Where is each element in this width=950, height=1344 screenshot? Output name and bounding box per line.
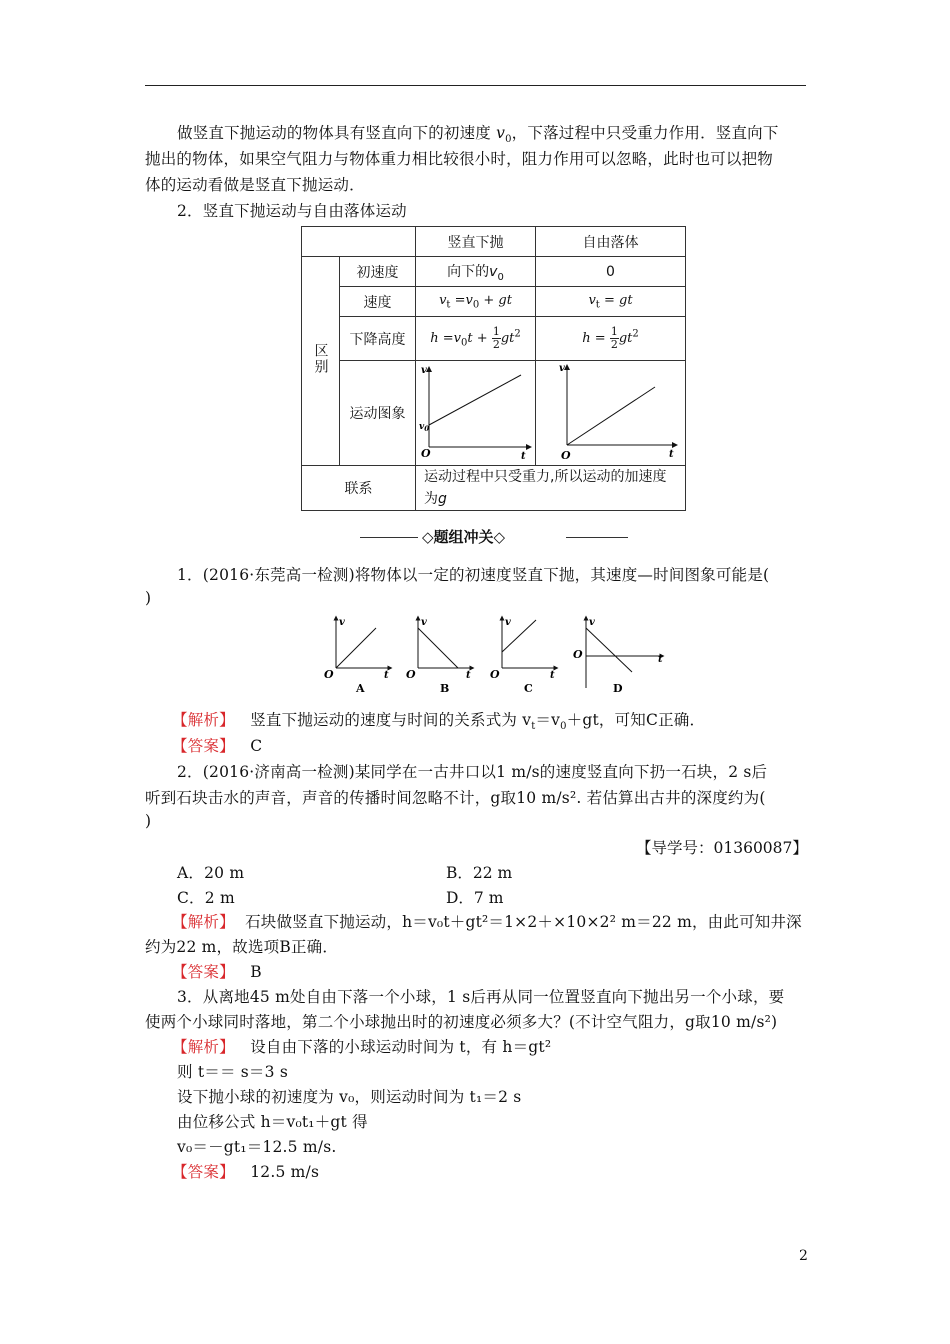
- graph-option-b: [406, 617, 472, 695]
- svg-text:O: O: [573, 648, 583, 661]
- q2-stem-3: ): [145, 812, 152, 830]
- q3-step-1: 则 t＝＝ s＝3 s: [177, 1063, 288, 1081]
- group-label: 区别: [302, 257, 340, 466]
- section-title: ◇题组冲关◇: [360, 526, 630, 548]
- svg-text:t: t: [466, 670, 471, 681]
- q3-step-3: 由位移公式 h＝v₀t₁＋gt 得: [177, 1113, 368, 1131]
- svg-text:v: v: [339, 617, 345, 628]
- comparison-table: [301, 226, 686, 511]
- svg-text:t: t: [550, 670, 555, 681]
- row-label-velocity: 速度: [340, 287, 416, 317]
- table-corner: [302, 227, 416, 257]
- q3-stem-2: 使两个小球同时落地，第二个小球抛出时的初速度必须多大？(不计空气阻力，g取10 m/s²): [145, 1013, 778, 1031]
- vt-graph-freefall: [541, 361, 681, 461]
- vt-graph-throw: [417, 361, 535, 461]
- intro-line-1: 做竖直下抛运动的物体具有竖直向下的初速度 $v_0$，下落过程中只受重力作用．竖直向下: [177, 124, 779, 146]
- graph-option-d: [573, 617, 663, 695]
- svg-text:v0: $v_0$: [418, 422, 429, 433]
- cell-throw-graph: [416, 361, 536, 466]
- q2-guide-number: 【导学号：01360087】: [636, 839, 808, 857]
- q2-stem-2: 听到石块击水的声音，声音的传播时间忽略不计，g取10 m/s². 若估算出古井的深度约为(: [145, 789, 766, 807]
- q3-step-4: v₀＝－gt₁＝12.5 m/s.: [177, 1138, 337, 1156]
- svg-text:O: O: [560, 449, 571, 461]
- q2-answer: 【答案】 B: [172, 963, 262, 981]
- page-number: 2: [799, 1248, 808, 1264]
- q1-answer: 【答案】 C: [172, 737, 263, 755]
- q1-stem-1: 1．(2016·东莞高一检测)将物体以一定的初速度竖直下抛，其速度—时间图象可能是(: [177, 566, 770, 584]
- svg-text:v: v: [589, 617, 595, 628]
- row-label-height: 下降高度: [340, 317, 416, 361]
- q1-option-graphs: [316, 612, 676, 698]
- intro-line-3: 体的运动看做是竖直下抛运动．: [145, 176, 365, 194]
- svg-text:O: O: [406, 668, 416, 681]
- svg-text:v: v: [558, 363, 565, 374]
- graph-option-a: [324, 617, 390, 695]
- header-rule: [145, 85, 806, 86]
- q3-answer: 【答案】 12.5 m/s: [172, 1163, 320, 1181]
- cell-free-height: h = $\frac{1}{2}$ $gt^2$: [536, 317, 686, 361]
- graph-option-c: [490, 617, 556, 695]
- q3-analysis-1: 【解析】 设自由下落的小球运动时间为 t，有 h＝gt²: [172, 1038, 552, 1056]
- svg-text:t: t: [520, 451, 526, 461]
- cell-link: 运动过程中只受重力,所以运动的加速度 为g: [416, 466, 686, 511]
- svg-text:v: v: [505, 617, 511, 628]
- svg-text:v: v: [420, 365, 427, 376]
- svg-text:O: O: [490, 668, 500, 681]
- row-label-graph: 运动图象: [340, 361, 416, 466]
- svg-text:O: O: [420, 447, 431, 460]
- q1-analysis: 【解析】 竖直下抛运动的速度与时间的关系式为 $v_t=v_0+gt$，可知C正确．: [172, 711, 706, 733]
- col-header-freefall: 自由落体: [536, 227, 686, 257]
- q2-option-c: C．2 m: [177, 889, 235, 907]
- q2-analysis-2: 约为22 m，故选项B正确．: [145, 938, 339, 956]
- cell-throw-initial: 向下的$v_0$: [416, 257, 536, 287]
- col-header-throw: 竖直下抛: [416, 227, 536, 257]
- svg-text:B: B: [440, 682, 450, 695]
- q3-stem-1: 3．从离地45 m处自由下落一个小球，1 s后再从同一位置竖直向下抛出另一个小球，要: [177, 988, 785, 1006]
- q2-option-b: B．22 m: [446, 864, 513, 882]
- svg-text:v: v: [421, 617, 427, 628]
- cell-free-graph: [536, 361, 686, 466]
- q2-option-d: D．7 m: [446, 889, 504, 907]
- svg-text:C: C: [524, 682, 533, 695]
- svg-text:D: D: [613, 682, 623, 695]
- row-label-link: 联系: [302, 466, 416, 511]
- section-heading: 2．竖直下抛运动与自由落体运动: [177, 202, 407, 220]
- cell-throw-height: $h =v_0t$ + $\frac{1}{2}$ $gt^2$: [416, 317, 536, 361]
- cell-free-initial: 0: [536, 257, 686, 287]
- row-label-initial-velocity: 初速度: [340, 257, 416, 287]
- cell-free-velocity: $v_t$ = gt: [536, 287, 686, 317]
- intro-line-2: 抛出的物体，如果空气阻力与物体重力相比较很小时，阻力作用可以忽略，此时也可以把物: [145, 150, 774, 168]
- q2-analysis-1: 【解析】 石块做竖直下抛运动，h＝v₀t＋gt²＝1×2＋×10×2² m＝22 m，由此可知井深: [172, 913, 802, 931]
- q2-option-a: A．20 m: [177, 864, 245, 882]
- q2-stem-1: 2．(2016·济南高一检测)某同学在一古井口以1 m/s的速度竖直向下扔一石块，2 s后: [177, 763, 768, 781]
- svg-text:t: t: [658, 654, 663, 665]
- q1-stem-2: ): [145, 589, 152, 607]
- cell-throw-velocity: $v_t =v_0$ + gt: [416, 287, 536, 317]
- svg-text:O: O: [324, 668, 334, 681]
- svg-text:t: t: [668, 449, 674, 460]
- q3-step-2: 设下抛小球的初速度为 v₀，则运动时间为 t₁＝2 s: [177, 1088, 522, 1106]
- svg-text:A: A: [356, 682, 365, 695]
- svg-text:t: t: [384, 670, 389, 681]
